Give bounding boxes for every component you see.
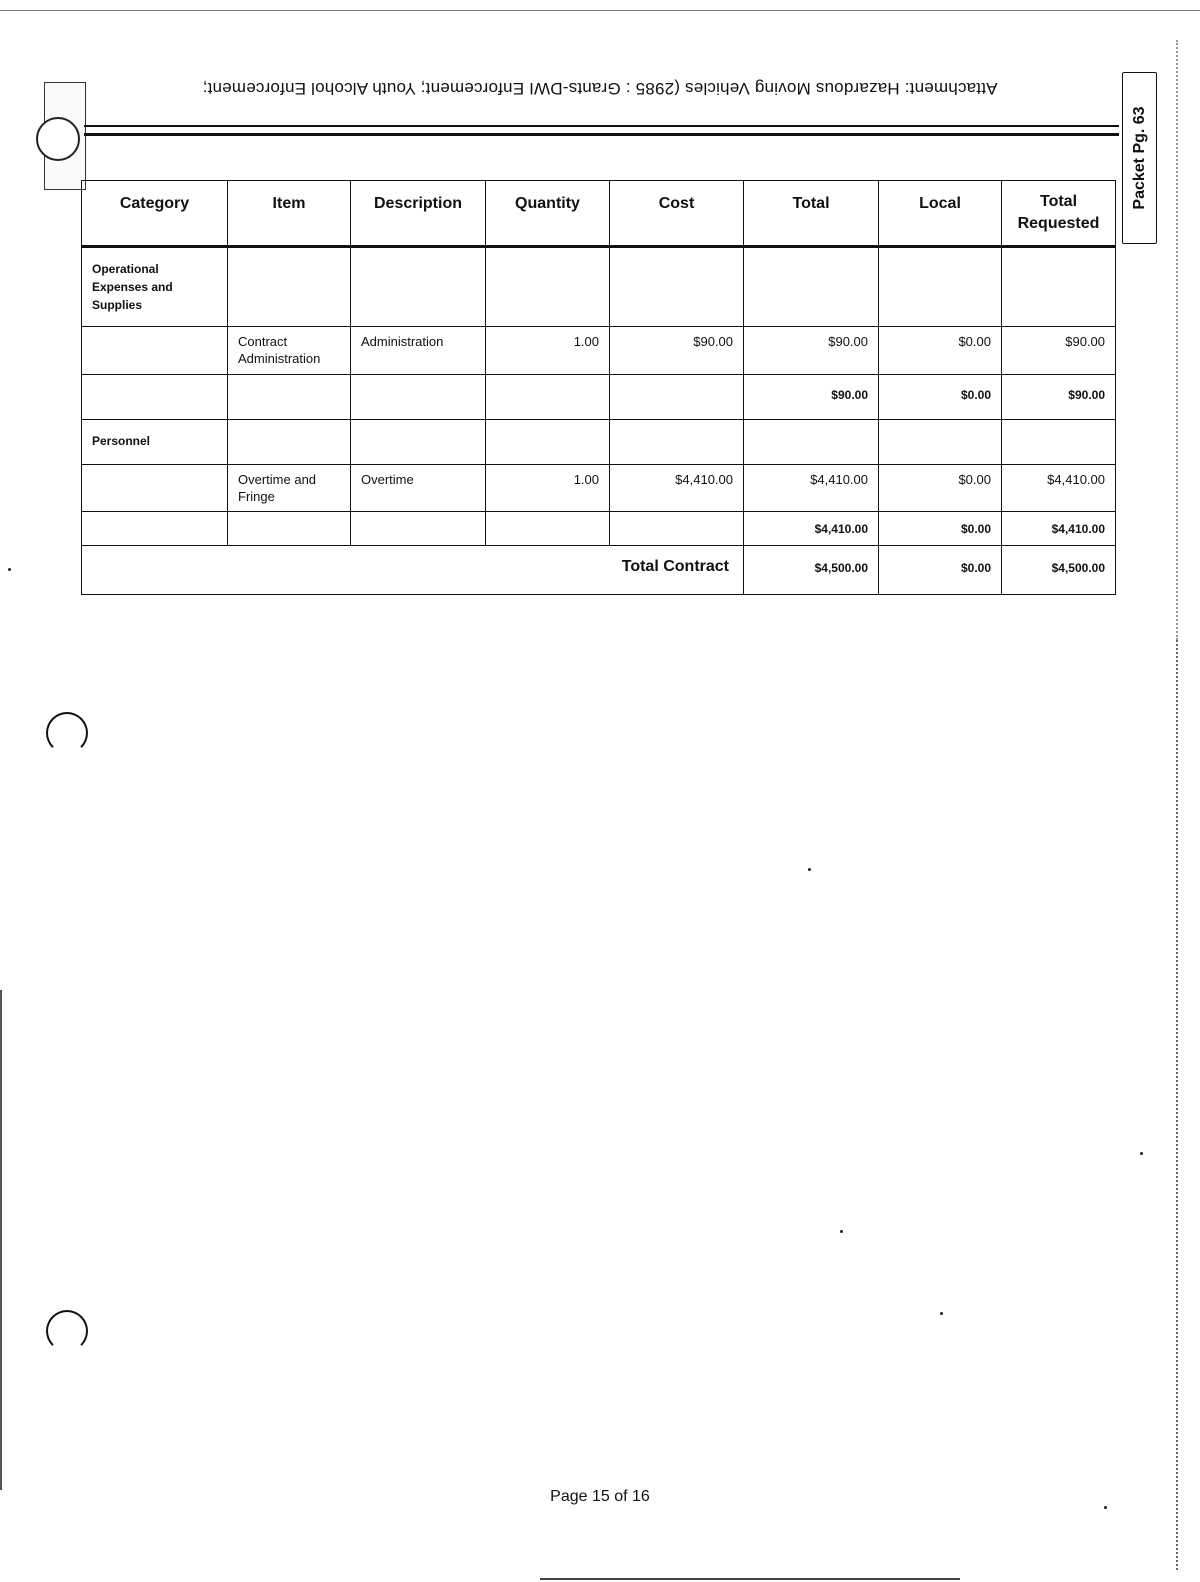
total-requested-cell: $90.00 bbox=[1065, 334, 1105, 349]
column-header: Item bbox=[228, 181, 351, 247]
local-cell: $0.00 bbox=[958, 334, 991, 349]
scan-speck bbox=[940, 1312, 943, 1315]
binder-ring bbox=[36, 117, 80, 161]
scan-speck bbox=[840, 1230, 843, 1233]
quantity-cell: 1.00 bbox=[573, 472, 599, 487]
column-header: Local bbox=[879, 181, 1002, 247]
subtotal-requested: $4,410.00 bbox=[1051, 522, 1105, 536]
total-requested-cell: $4,410.00 bbox=[1047, 472, 1105, 487]
subtotal-local: $0.00 bbox=[960, 388, 991, 402]
quantity-cell: 1.00 bbox=[573, 334, 599, 349]
scan-speck bbox=[1104, 1506, 1107, 1509]
column-header: Description bbox=[351, 181, 486, 247]
subtotal-total: $4,410.00 bbox=[814, 522, 868, 536]
item-cell: Contract Administration bbox=[238, 334, 321, 366]
column-header: Total Requested bbox=[1002, 181, 1116, 247]
cost-cell: $90.00 bbox=[693, 334, 733, 349]
scan-dotted-edge bbox=[1176, 40, 1178, 640]
category-row bbox=[82, 420, 1116, 465]
grand-requested: $4,500.00 bbox=[1051, 561, 1105, 575]
column-header: Cost bbox=[610, 181, 744, 247]
subtotal-total: $90.00 bbox=[831, 388, 868, 402]
grand-total: $4,500.00 bbox=[814, 561, 868, 575]
scan-speck bbox=[8, 568, 11, 571]
punch-hole bbox=[46, 712, 88, 754]
table-row bbox=[82, 327, 1116, 375]
table-header-row bbox=[82, 181, 1116, 247]
total-cell: $4,410.00 bbox=[810, 472, 868, 487]
page-number: Page 15 of 16 bbox=[550, 1488, 650, 1505]
local-cell: $0.00 bbox=[958, 472, 991, 487]
punch-hole bbox=[46, 1310, 88, 1352]
cost-cell: $4,410.00 bbox=[675, 472, 733, 487]
packet-page-badge bbox=[1122, 72, 1157, 244]
scan-left-edge bbox=[0, 990, 2, 1490]
subtotal-row bbox=[82, 512, 1116, 546]
category-label: Personnel bbox=[92, 434, 151, 448]
total-cell: $90.00 bbox=[828, 334, 868, 349]
attachment-title: Attachment: Hazardous Moving Vehicles (2985 : Grants-DWI Enforcement; Youth Alcohol Enforcement; bbox=[202, 79, 998, 98]
description-cell: Overtime bbox=[361, 472, 414, 487]
scan-bottom-edge bbox=[540, 1578, 960, 1580]
item-cell: Overtime and Fringe bbox=[238, 472, 317, 504]
budget-table bbox=[81, 180, 1116, 595]
category-row bbox=[82, 247, 1116, 327]
column-header: Total bbox=[744, 181, 879, 247]
scan-speck bbox=[1140, 1152, 1143, 1155]
subtotal-requested: $90.00 bbox=[1068, 388, 1105, 402]
description-cell: Administration bbox=[361, 334, 444, 349]
column-header: Category bbox=[82, 181, 228, 247]
category-label: Operational Expenses and Supplies bbox=[92, 262, 173, 312]
column-header: Quantity bbox=[486, 181, 610, 247]
grand-local: $0.00 bbox=[960, 561, 991, 575]
packet-page-label: Packet Pg. 63 bbox=[1130, 106, 1148, 210]
subtotal-local: $0.00 bbox=[960, 522, 991, 536]
subtotal-row bbox=[82, 375, 1116, 420]
table-row bbox=[82, 465, 1116, 512]
header-rule bbox=[84, 125, 1119, 127]
grand-total-row bbox=[82, 546, 1116, 595]
scan-speck bbox=[808, 868, 811, 871]
total-contract-label: Total Contract bbox=[621, 558, 729, 575]
scan-top-edge bbox=[0, 10, 1200, 11]
scan-dotted-edge bbox=[1176, 640, 1178, 1570]
header-rule bbox=[84, 133, 1119, 136]
